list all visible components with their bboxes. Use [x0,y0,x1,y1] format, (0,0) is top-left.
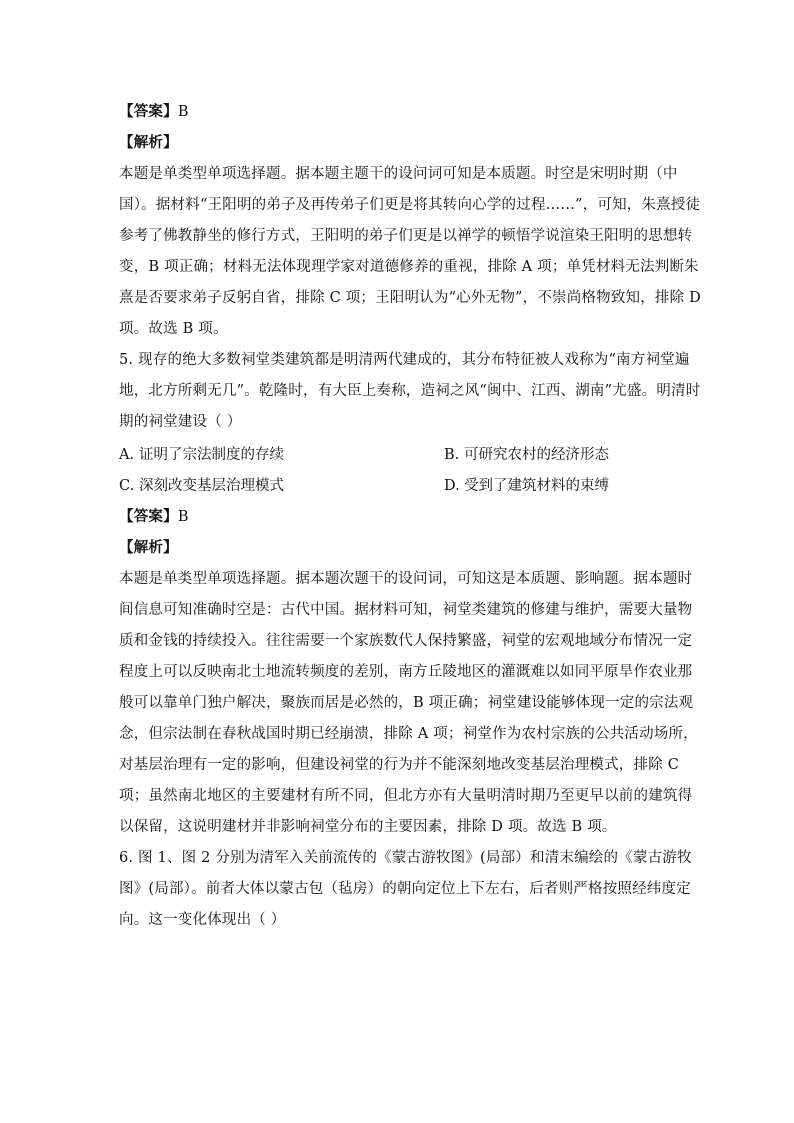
option-d-text: 受到了建筑材料的束缚 [464,478,609,494]
analysis-label-2: 【解析】 [119,539,178,556]
analysis-2-line-4: 程度上可以反映南北土地流转频度的差别，南方丘陵地区的灌溉难以如同平原旱作农业那 [119,664,693,680]
option-b-text: 可研究农村的经济形态 [464,447,609,463]
analysis-2-line-5: 般可以靠单门独户解决，聚族而居是必然的，B 项正确；祠堂建设能够体现一定的宗法观 [119,695,694,711]
analysis-2-line-3: 质和金钱的持续投入。往往需要一个家族数代人保持繁盛，祠堂的宏观地域分布情况一定 [119,633,693,649]
analysis-2-line-6: 念，但宗法制在春秋战国时期已经崩溃，排除 A 项；祠堂作为农村宗族的公共活动场所， [119,726,698,742]
analysis-1-line-5: 熹是否要求弟子反躬自省，排除 C 项；王阳明认为“心外无物”，不崇尚格物致知，排除 D [119,290,701,306]
question-5-line-2: 地，北方所剩无几”。乾隆时，有大臣上奏称，造祠之风“闽中、江西、湖南”尤盛。明清时 [119,383,701,399]
question-5-line-1: 5. 现存的绝大多数祠堂类建筑都是明清两代建成的，其分布特征被人戏称为“南方祠堂遍 [119,352,690,368]
analysis-1-line-6: 项。故选 B 项。 [119,321,228,337]
option-c-letter: C. [119,478,135,494]
analysis-1-line-4: 变，B 项正确；材料无法体现理学家对道德修养的重视，排除 A 项；单凭材料无法判断朱 [119,259,699,275]
option-d-letter: D. [444,478,460,494]
answer-label: 【答案】 [119,103,178,120]
analysis-label-1: 【解析】 [119,134,178,151]
analysis-1-line-1: 本题是单类型单项选择题。据本题主题干的设问词可知是本质题。时空是宋明时期（中 [119,166,678,182]
question-6-line-1: 6. 图 1、图 2 分别为清军入关前流传的《蒙古游牧图》(局部）和清末编绘的《蒙古游牧 [119,850,692,866]
option-a [119,445,284,465]
answer-value-2: B [177,509,189,525]
analysis-2-line-1: 本题是单类型单项选择题。据本题次题干的设问词，可知这是本质题、影响题。据本题时 [119,571,693,587]
option-b-letter: B. [444,447,460,463]
question-6-line-3: 向。这一变化体现出（ ） [119,912,286,928]
option-c [119,476,284,496]
option-a-letter: A. [119,447,135,463]
analysis-2-line-8: 项；虽然南北地区的主要建材有所不同，但北方亦有大量明清时期乃至更早以前的建筑得 [119,788,693,804]
analysis-2-line-9: 以保留，这说明建材并非影响祠堂分布的主要因素，排除 D 项。故选 B 项。 [119,819,617,835]
option-d [444,476,609,496]
answer-line-2 [119,507,189,527]
option-c-text: 深刻改变基层治理模式 [139,478,284,494]
question-5-line-3: 期的祠堂建设（ ） [119,414,242,430]
option-b [444,445,609,465]
question-6-line-2: 图》(局部）。前者大体以蒙古包（毡房）的朝向定位上下左右，后者则严格按照经纬度定 [119,881,691,897]
analysis-2-line-7: 对基层治理有一定的影响，但建设祠堂的行为并不能深刻地改变基层治理模式，排除 C [119,757,680,773]
option-a-text: 证明了宗法制度的存续 [139,447,284,463]
answer-line-1 [119,102,189,122]
analysis-1-line-3: 参考了佛教静坐的修行方式，王阳明的弟子们更是以禅学的顿悟学说渲染王阳明的思想转 [119,228,693,244]
analysis-1-line-2: 国）。据材料“王阳明的弟子及再传弟子们更是将其转向心学的过程……”，可知，朱熹授徒 [119,197,701,213]
answer-label-2: 【答案】 [119,508,178,525]
answer-value: B [177,104,189,120]
analysis-2-line-2: 间信息可知准确时空是：古代中国。据材料可知，祠堂类建筑的修建与维护，需要大量物 [119,602,693,618]
